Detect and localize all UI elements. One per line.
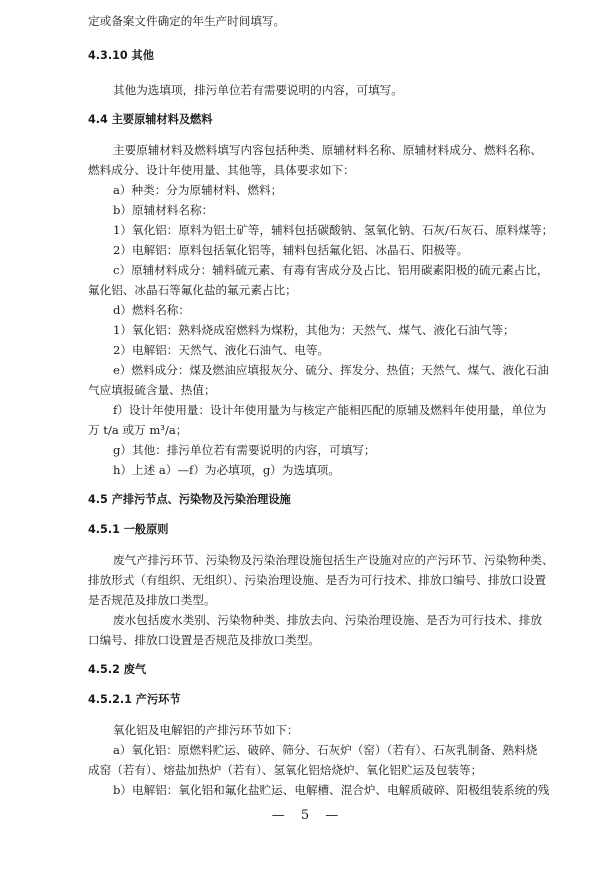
list-item: a）氧化铝：原燃料贮运、破碎、筛分、石灰炉（窑）（若有）、石灰乳制备、熟料烧 bbox=[113, 743, 538, 757]
list-item: a）种类：分为原辅材料、燃料； bbox=[113, 183, 283, 197]
text-line: 氟化铝、冰晶石等氟化盐的氟元素占比； bbox=[88, 283, 297, 297]
text-line: 万 t/a 或万 m³/a； bbox=[88, 423, 188, 437]
list-item: c）原辅材料成分：辅料硫元素、有毒有害成分及占比、铝用碳素阳极的硫元素占比， bbox=[113, 263, 549, 277]
section-heading-4-5-1: 4.5.1 一般原则 bbox=[88, 523, 169, 536]
section-heading-4-4: 4.4 主要原辅材料及燃料 bbox=[88, 113, 213, 126]
text-line: 定或备案文件确定的年生产时间填写。 bbox=[88, 14, 286, 28]
list-item: e）燃料成分：煤及燃油应填报灰分、硫分、挥发分、热值；天然气、煤气、液化石油 bbox=[113, 363, 549, 377]
section-heading-4-5: 4.5 产排污节点、污染物及污染治理设施 bbox=[88, 493, 291, 506]
list-item: f）设计年使用量：设计年使用量为与核定产能相匹配的原辅及燃料年使用量，单位为 bbox=[113, 403, 547, 417]
text-line: 废气产排污环节、污染物及污染治理设施包括生产设施对应的产污环节、污染物种类、 bbox=[113, 553, 554, 567]
list-item: g）其他：排污单位若有需要说明的内容，可填写； bbox=[113, 443, 376, 457]
text-line: 气应填报硫含量、热值； bbox=[88, 383, 216, 397]
list-item: 1）氧化铝：原料为铝土矿等，辅料包括碳酸钠、氢氧化钠、石灰/石灰石、原料煤等； bbox=[113, 223, 554, 237]
text-line: 主要原辅材料及燃料填写内容包括种类、原辅材料名称、原辅材料成分、燃料名称、 bbox=[113, 143, 542, 157]
list-item: 1）氧化铝：熟料烧成窑燃料为煤粉，其他为：天然气、煤气、液化石油气等； bbox=[113, 323, 515, 337]
section-heading-4-5-2: 4.5.2 废气 bbox=[88, 663, 147, 676]
list-item: 2）电解铝：原料包括氧化铝等，辅料包括氟化铝、冰晶石、阳极等。 bbox=[113, 243, 469, 257]
text-line: 是否规范及排放口类型。 bbox=[88, 593, 216, 607]
section-heading-4-3-10: 4.3.10 其他 bbox=[88, 49, 154, 62]
text-line: 排放形式（有组织、无组织）、污染治理设施、是否为可行技术、排放口编号、排放口设置 bbox=[88, 573, 546, 587]
section-heading-4-5-2-1: 4.5.2.1 产污环节 bbox=[88, 693, 181, 706]
text-line: 口编号、排放口设置是否规范及排放口类型。 bbox=[88, 633, 320, 647]
text-line: 废水包括废水类别、污染物种类、排放去向、污染治理设施、是否为可行技术、排放 bbox=[113, 613, 542, 627]
text-line: 燃料成分、设计年使用量、其他等，具体要求如下： bbox=[88, 163, 355, 177]
page-number: — 5 — bbox=[271, 808, 345, 823]
list-item: h）上述 a）—f）为必填项，g）为选填项。 bbox=[113, 463, 340, 477]
text-line: 氧化铝及电解铝的产排污环节如下： bbox=[113, 723, 299, 737]
list-item: 2）电解铝：天然气、液化石油气、电等。 bbox=[113, 343, 330, 357]
text-line: 成窑（若有）、熔盐加热炉（若有）、氢氧化铝焙烧炉、氧化铝贮运及包装等； bbox=[88, 763, 483, 777]
list-item: b）原辅材料名称： bbox=[113, 203, 214, 217]
page-number-value: 5 bbox=[300, 808, 316, 823]
text-line: 其他为选填项，排污单位若有需要说明的内容，可填写。 bbox=[113, 83, 403, 97]
list-item: b）电解铝：氧化铝和氟化盐贮运、电解槽、混合炉、电解质破碎、阳极组装系统的残 bbox=[113, 783, 550, 797]
list-item: d）燃料名称： bbox=[113, 303, 190, 317]
